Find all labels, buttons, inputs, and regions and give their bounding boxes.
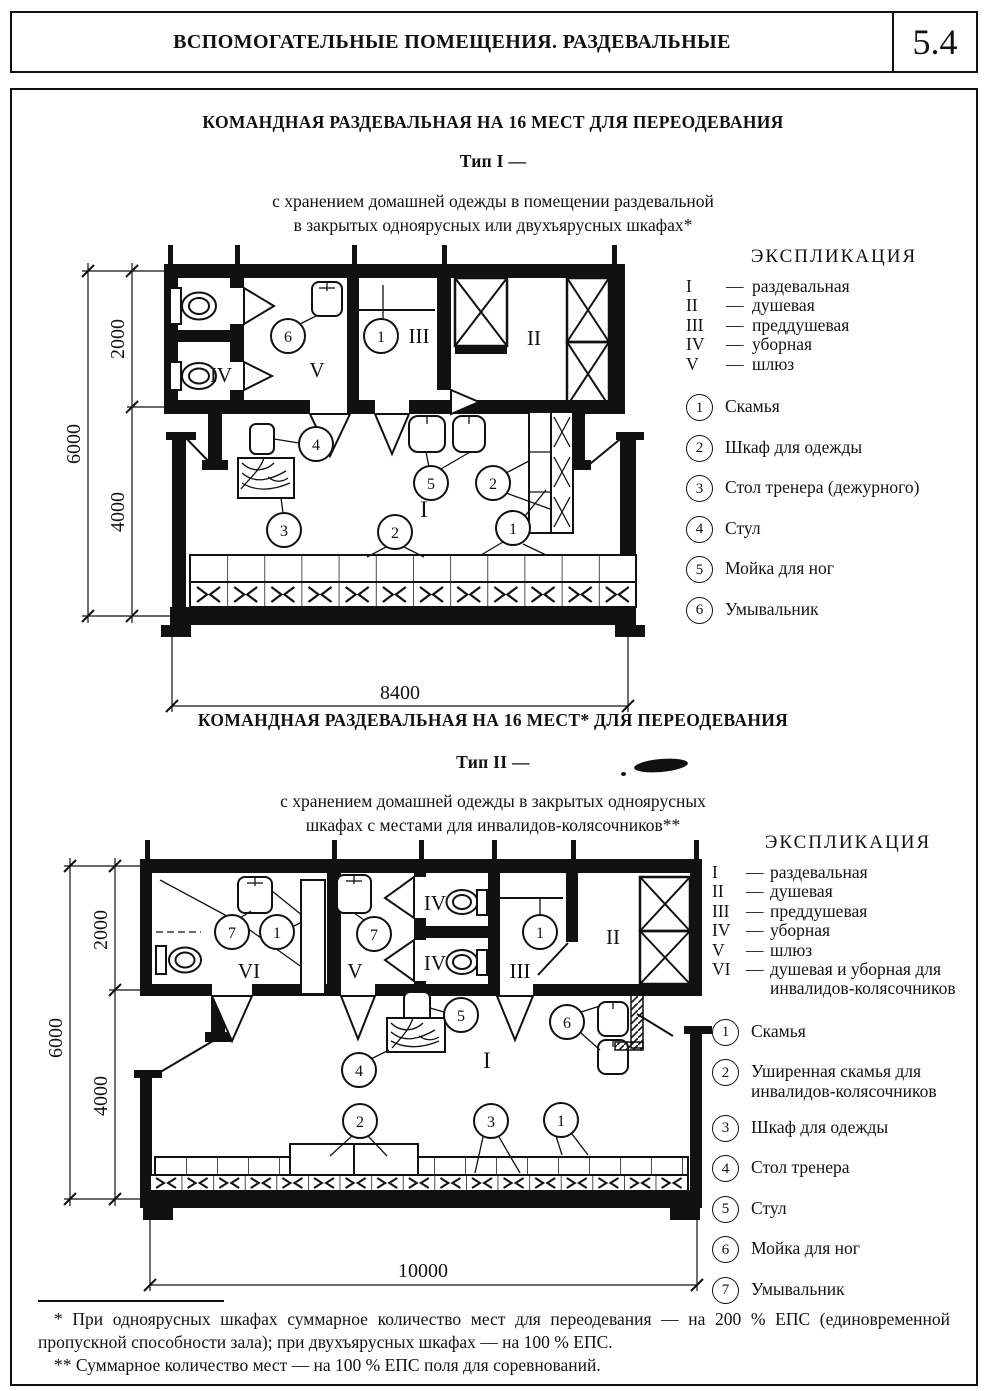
sheet-number: 5.4 — [892, 13, 976, 71]
svg-text:1: 1 — [536, 925, 544, 942]
callout-4 — [274, 427, 333, 461]
svg-text:4: 4 — [312, 437, 320, 454]
svg-text:2000: 2000 — [107, 319, 129, 359]
shower-stall — [455, 278, 507, 346]
legend-item: 4 Стол тренера — [712, 1155, 984, 1182]
floor-plan-type1 — [20, 225, 680, 713]
legend-title: ЭКСПЛИКАЦИЯ — [750, 246, 918, 267]
callout-badge: 2 — [686, 435, 713, 462]
legend-items — [712, 1019, 984, 1304]
svg-text:6: 6 — [563, 1015, 571, 1032]
section1-type-label: Тип I — — [459, 151, 527, 171]
svg-text:3: 3 — [487, 1114, 495, 1131]
section2-desc-line2: шкафах с местами для инвалидов-колясочников** — [305, 815, 681, 835]
coach-table-icon — [238, 458, 294, 498]
section1-desc-line1: с хранением домашней одежды в помещении раздевальной — [272, 191, 714, 211]
callout-6 — [550, 1005, 600, 1050]
room-label-VI: VI — [237, 959, 261, 983]
room-label-I: I — [420, 497, 428, 522]
room-label-II: II — [527, 326, 541, 350]
legend-item: 1 Скамья — [686, 394, 982, 421]
svg-text:4000: 4000 — [90, 1076, 112, 1116]
room-label-II: II — [606, 925, 620, 949]
svg-text:10000: 10000 — [398, 1260, 448, 1282]
svg-text:2: 2 — [356, 1114, 364, 1131]
legend-title: ЭКСПЛИКАЦИЯ — [764, 832, 932, 853]
svg-text:1: 1 — [557, 1113, 565, 1130]
callout-badge: 2 — [712, 1059, 739, 1086]
room-label-IV: IV — [209, 363, 233, 387]
callout-badge: 3 — [712, 1115, 739, 1142]
room-row: III — преддушевая — [686, 314, 850, 335]
svg-text:4: 4 — [355, 1063, 363, 1080]
callout-7 — [354, 913, 391, 951]
room-row: IV — уборная — [686, 334, 813, 355]
svg-text:5: 5 — [427, 476, 435, 493]
legend-item: 5 Мойка для ног — [686, 556, 982, 583]
svg-text:4000: 4000 — [107, 492, 129, 532]
room-row: III — преддушевая — [712, 900, 868, 921]
washbasin-icon — [238, 877, 272, 913]
svg-text:7: 7 — [228, 925, 236, 942]
svg-text:6000: 6000 — [45, 1018, 67, 1058]
chair-icon — [250, 424, 274, 454]
legend-item: 5 Стул — [712, 1196, 984, 1223]
callout-6 — [271, 316, 316, 353]
legend-item: 3 Шкаф для одежды — [712, 1115, 984, 1142]
callout-badge: 5 — [686, 556, 713, 583]
page-title: ВСПОМОГАТЕЛЬНЫЕ ПОМЕЩЕНИЯ. РАЗДЕВАЛЬНЫЕ — [173, 30, 731, 53]
room-row: V — шлюз — [712, 939, 813, 960]
room-list — [712, 863, 984, 999]
svg-text:2: 2 — [391, 525, 399, 542]
floor-plan-type2 — [15, 828, 715, 1298]
legend-item: 2 Уширенная скамья для инвалидов-колясочников — [712, 1059, 984, 1101]
room-row: I — раздевальная — [686, 276, 850, 296]
section1-desc-line2: в закрытых одноярусных или двухъярусных шкафах* — [293, 215, 693, 235]
shower-stall — [640, 877, 690, 984]
callout-1 — [364, 319, 398, 353]
svg-text:5: 5 — [457, 1008, 465, 1025]
svg-text:1: 1 — [509, 521, 517, 538]
callout-badge: 6 — [712, 1236, 739, 1263]
legend-item: 4 Стул — [686, 516, 982, 543]
callout-badge: 4 — [712, 1155, 739, 1182]
svg-text:3: 3 — [280, 523, 288, 540]
callout-3 — [267, 498, 301, 547]
shower-stall — [567, 278, 609, 406]
callout-badge: 7 — [712, 1277, 739, 1304]
legend-type1 — [686, 246, 982, 637]
section1-title: КОМАНДНАЯ РАЗДЕВАЛЬНАЯ НА 16 МЕСТ ДЛЯ ПЕРЕОДЕВАНИЯ — [202, 112, 784, 132]
room-row: V — шлюз — [686, 353, 795, 374]
bench-row — [190, 555, 636, 607]
callout-1 — [544, 1103, 588, 1155]
washbasin-icon — [312, 282, 342, 316]
foot-bath-icon — [598, 1002, 628, 1074]
coach-table-icon — [387, 1018, 445, 1052]
section2-title: КОМАНДНАЯ РАЗДЕВАЛЬНАЯ НА 16 МЕСТ* ДЛЯ ПЕРЕОДЕВАНИЯ — [197, 710, 789, 730]
section2-type-label: Тип II — — [456, 752, 530, 772]
svg-text:2: 2 — [489, 476, 497, 493]
foot-bath-icon — [409, 416, 485, 452]
footnote-1: * При одноярусных шкафах суммарное количество мест для переодевания — на 200 % ЕПС (единовременной пропускной способности зала); при двухъярусных шкафах — на 100 % ЕПС. — [38, 1309, 950, 1352]
footnotes — [38, 1300, 950, 1377]
svg-text:7: 7 — [370, 927, 378, 944]
ink-dot — [621, 772, 626, 776]
room-label-IV: IV — [423, 951, 447, 975]
svg-text:6000: 6000 — [63, 424, 85, 464]
washbasin-icon — [337, 875, 371, 913]
room-label-V: V — [309, 358, 325, 382]
legend-item: 1 Скамья — [712, 1019, 984, 1046]
locker-column — [529, 412, 573, 533]
callout-badge: 5 — [712, 1196, 739, 1223]
callout-2 — [367, 515, 424, 557]
section2-desc-line1: с хранением домашней одежды в закрытых одноярусных — [280, 791, 706, 811]
callout-7 — [215, 911, 251, 949]
room-label-III: III — [408, 324, 430, 348]
room-label-I: I — [483, 1048, 491, 1073]
bench-band — [301, 880, 325, 994]
room-row: VI — душевая и уборная для инвалидов-колясочников — [712, 959, 956, 999]
room-list — [686, 277, 982, 374]
page-header — [10, 11, 978, 73]
callout-badge: 6 — [686, 597, 713, 624]
callout-badge: 4 — [686, 516, 713, 543]
toilet-icon — [156, 946, 201, 974]
legend-item: 6 Мойка для ног — [712, 1236, 984, 1263]
legend-item: 6 Умывальник — [686, 597, 982, 624]
callout-5 — [414, 452, 470, 500]
svg-text:6: 6 — [284, 329, 292, 346]
room-row: IV — уборная — [712, 920, 831, 941]
callout-badge: 1 — [686, 394, 713, 421]
room-row: II — душевая — [712, 881, 833, 902]
legend-item: 7 Умывальник — [712, 1277, 984, 1304]
svg-text:1: 1 — [377, 329, 385, 346]
room-label-V: V — [347, 959, 363, 983]
room-label-III: III — [509, 959, 531, 983]
toilet-icon — [447, 950, 488, 975]
legend-item: 3 Стол тренера (дежурного) — [686, 475, 982, 502]
room-row: II — душевая — [686, 295, 815, 316]
toilet-icon — [447, 890, 488, 915]
legend-items — [686, 394, 982, 624]
room-row: I — раздевальная — [712, 862, 868, 882]
footnote-rule — [38, 1300, 224, 1302]
svg-text:1: 1 — [273, 925, 281, 942]
bench-line — [495, 898, 563, 915]
room-label-IV: IV — [423, 891, 447, 915]
svg-text:2000: 2000 — [90, 910, 112, 950]
bench-row — [150, 1144, 688, 1191]
legend-item: 2 Шкаф для одежды — [686, 435, 982, 462]
callout-1 — [260, 915, 302, 949]
toilet-icon — [170, 288, 216, 324]
callout-4 — [342, 1050, 389, 1087]
legend-type2 — [712, 832, 984, 1317]
callout-1 — [523, 915, 557, 949]
bench-line — [357, 285, 435, 319]
callout-badge: 1 — [712, 1019, 739, 1046]
callout-badge: 3 — [686, 475, 713, 502]
svg-text:8400: 8400 — [380, 682, 420, 704]
footnote-2: ** Суммарное количество мест — на 100 % ЕПС поля для соревнований. — [54, 1355, 601, 1375]
